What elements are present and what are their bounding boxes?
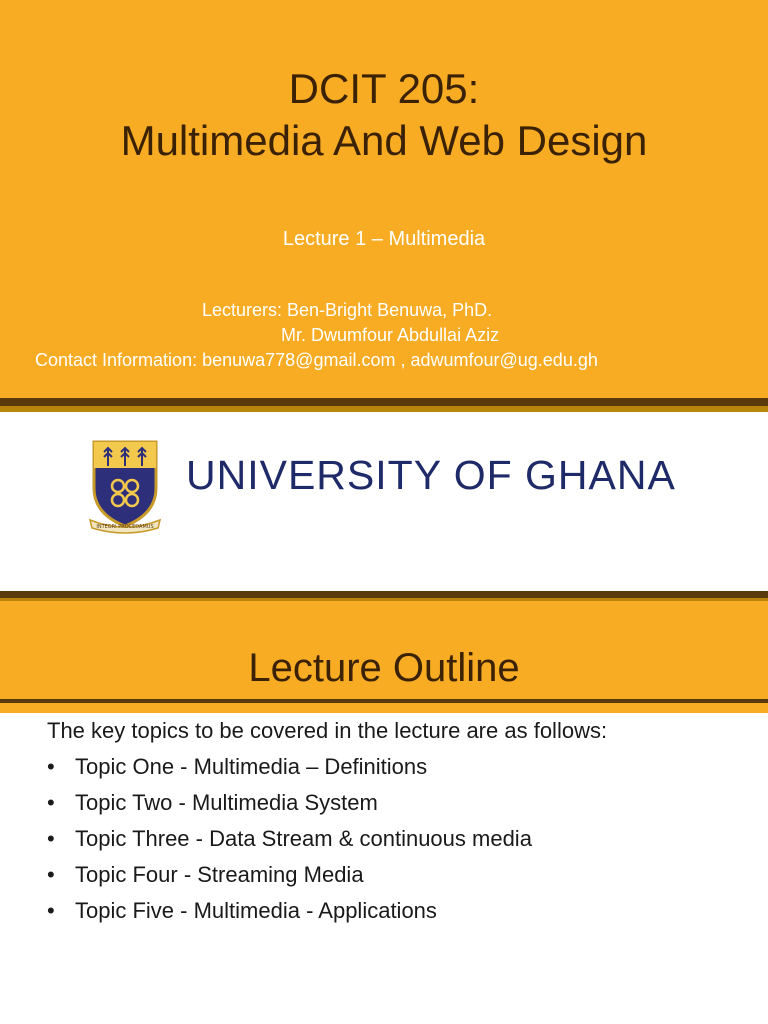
lecturers-line-1: Lecturers: Ben-Bright Benuwa, PhD. xyxy=(202,300,493,320)
list-item: • Topic Three - Data Stream & continuous media xyxy=(47,821,747,857)
bullet-marker: • xyxy=(47,790,55,815)
title-header xyxy=(0,0,768,398)
outline-title: Lecture Outline xyxy=(248,646,520,690)
list-item: • Topic Two - Multimedia System xyxy=(47,785,747,821)
outline-body xyxy=(47,713,747,929)
outline-header xyxy=(0,601,768,713)
outline-slide xyxy=(0,578,768,1024)
lecturers-line-2: Mr. Dwumfour Abdullai Aziz xyxy=(281,325,500,345)
list-item: • Topic Four - Streaming Media xyxy=(47,857,747,893)
list-item: • Topic Five - Multimedia - Applications xyxy=(47,893,747,929)
university-name: UNIVERSITY OF GHANA xyxy=(186,452,676,498)
outline-intro: The key topics to be covered in the lecture are as follows: xyxy=(47,718,608,743)
course-code: DCIT 205: xyxy=(288,65,480,112)
course-title: Multimedia And Web Design xyxy=(120,117,648,164)
outline-bottom-band xyxy=(0,699,768,703)
svg-text:INTEGRI PROCEDAMUS: INTEGRI PROCEDAMUS xyxy=(96,524,154,530)
bullet-marker: • xyxy=(47,826,55,851)
bullet-marker: • xyxy=(47,754,55,779)
bullet-marker: • xyxy=(47,862,55,887)
contact-info: Contact Information: benuwa778@gmail.com , adwumfour@ug.edu.gh xyxy=(35,350,598,370)
lecture-subtitle: Lecture 1 – Multimedia xyxy=(282,228,486,250)
header-divider-accent xyxy=(0,406,768,412)
list-item: • Topic One - Multimedia – Definitions xyxy=(47,749,747,785)
header-divider xyxy=(0,398,768,406)
topic-list xyxy=(47,749,747,929)
bullet-marker: • xyxy=(47,898,55,923)
university-crest-logo xyxy=(88,438,162,534)
